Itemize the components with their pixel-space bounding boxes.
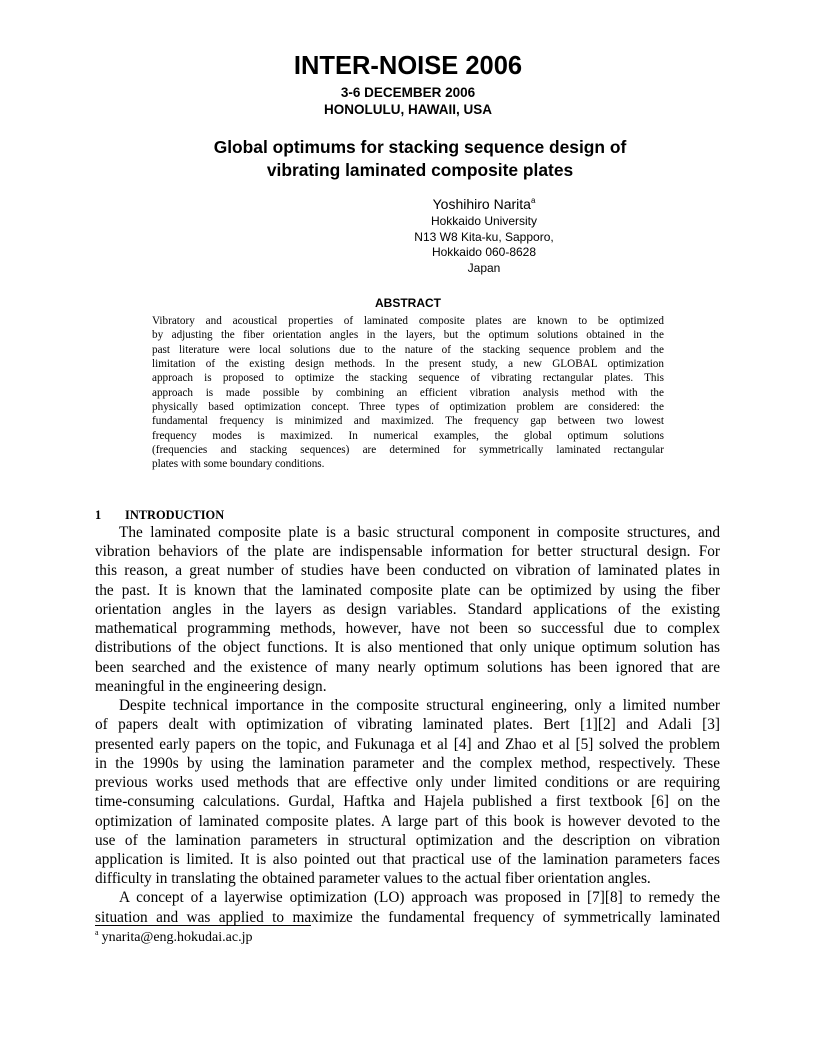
body-line: use of the lamination parameters in structural optimization and the description on vibration [95, 831, 720, 849]
introduction-body [95, 523, 720, 927]
abstract-line: (frequencies and stacking sequences) are determined for symmetrically laminated rectangular [152, 444, 664, 457]
conference-title: INTER-NOISE 2006 [293, 52, 523, 80]
body-line: distributions of the object functions. It is also mentioned that only unique optimum solution has [95, 639, 720, 657]
body-line: this reason, a great number of studies have been conducted on vibration of laminated plates in [95, 562, 720, 580]
abstract-line: fundamental frequency is minimized and maximized. The frequency gap between two lowest [152, 415, 664, 428]
body-line: of papers dealt with optimization of vibrating laminated plates. Bert [1][2] and Adali [3] [95, 716, 720, 734]
abstract-body [152, 314, 664, 472]
paper-title [0, 136, 816, 182]
body-line: time-consuming calculations. Gurdal, Haftka and Hajela published a first textbook [6] on the [95, 793, 720, 811]
body-line: situation and was applied to maximize the fundamental frequency of symmetrically laminated [95, 908, 720, 926]
conference-date: 3-6 DECEMBER 2006 [340, 85, 476, 100]
section-title: INTRODUCTION [125, 508, 225, 522]
abstract-line: past literature were local solutions due to the nature of the stacking sequence problem and the [152, 343, 664, 356]
body-line: The laminated composite plate is a basic structural component in composite structures, and [119, 524, 720, 541]
affiliation-line: Japan [467, 260, 501, 275]
body-line: orientation angles in the layers as design variables. Standard applications of the existing [95, 600, 720, 618]
body-line: in the 1990s by using the lamination parameter and the complex method, respectively. These [95, 754, 720, 772]
author-name [384, 195, 584, 214]
body-line: vibration behaviors of the plate are indispensable information for better structural design. For [95, 543, 720, 561]
section-heading [95, 507, 224, 523]
section-number: 1 [95, 508, 102, 522]
body-line: mathematical programming methods, however, have not been so successful due to complex [95, 620, 720, 638]
author-block [384, 195, 584, 276]
paper-title-line: vibrating laminated composite plates [266, 160, 574, 180]
body-line: presented early papers on the topic, and Fukunaga et al [4] and Zhao et al [5] solved the problem [95, 735, 720, 753]
body-line: optimization of laminated composite plates. A large part of this book is however devoted to the [95, 812, 720, 830]
abstract-line: by adjusting the fiber orientation angles in the layers, but the optimum solutions obtained in the [152, 329, 664, 342]
body-line: A concept of a layerwise optimization (LO) approach was proposed in [7][8] to remedy the [119, 889, 720, 907]
abstract-line: Vibratory and acoustical properties of laminated composite plates are known to be optimized [152, 315, 664, 327]
abstract-line: approach is proposed to optimize the stacking sequence of vibrating rectangular plates. This [152, 372, 664, 385]
body-line: the past. It is known that the laminated composite plate can be optimized by using the fiber [95, 581, 720, 599]
body-line: Despite technical importance in the composite structural engineering, only a limited number [119, 697, 720, 715]
body-line: application is limited. It is also pointed out that practical use of the lamination parameters faces [95, 850, 720, 868]
author-name-text: Yoshihiro Narita [432, 196, 531, 212]
abstract-line: limitation of the existing design methods. In the present study, a new GLOBAL optimization [152, 358, 664, 371]
footnote-rule [95, 925, 311, 926]
affiliation-line: Hokkaido University [430, 214, 538, 228]
affiliation-line: N13 W8 Kita-ku, Sapporo, [414, 229, 554, 244]
author-footnote-mark: a [530, 196, 536, 205]
body-line: previous works used methods that are effective only under limited conditions or are requiring [95, 774, 720, 792]
affiliation-line: Hokkaido 060-8628 [431, 245, 537, 260]
abstract-heading: ABSTRACT [375, 296, 441, 310]
abstract-line: frequency modes is maximized. In numerical examples, the global optimum solutions [152, 429, 664, 442]
paper-title-line: Global optimums for stacking sequence design of [213, 137, 627, 157]
conference-location: HONOLULU, HAWAII, USA [324, 102, 492, 117]
abstract-line: plates with some boundary conditions. [152, 458, 325, 471]
body-line: meaningful in the engineering design. [95, 677, 327, 695]
abstract-line: approach is made possible by combining an efficient vibration analysis method with the [152, 386, 664, 399]
body-line: been searched and the existence of many nearly optimum solutions has been ignored that are [95, 658, 720, 676]
footnote [95, 929, 252, 947]
footnote-email[interactable]: ynarita@eng.hokudai.ac.jp [101, 930, 253, 945]
abstract-line: physically based optimization concept. Three types of optimization problem are considered: the [152, 401, 664, 414]
footnote-mark: a [95, 928, 99, 937]
body-line: difficulty in translating the obtained parameter values to the actual fiber orientation angles. [95, 870, 651, 888]
